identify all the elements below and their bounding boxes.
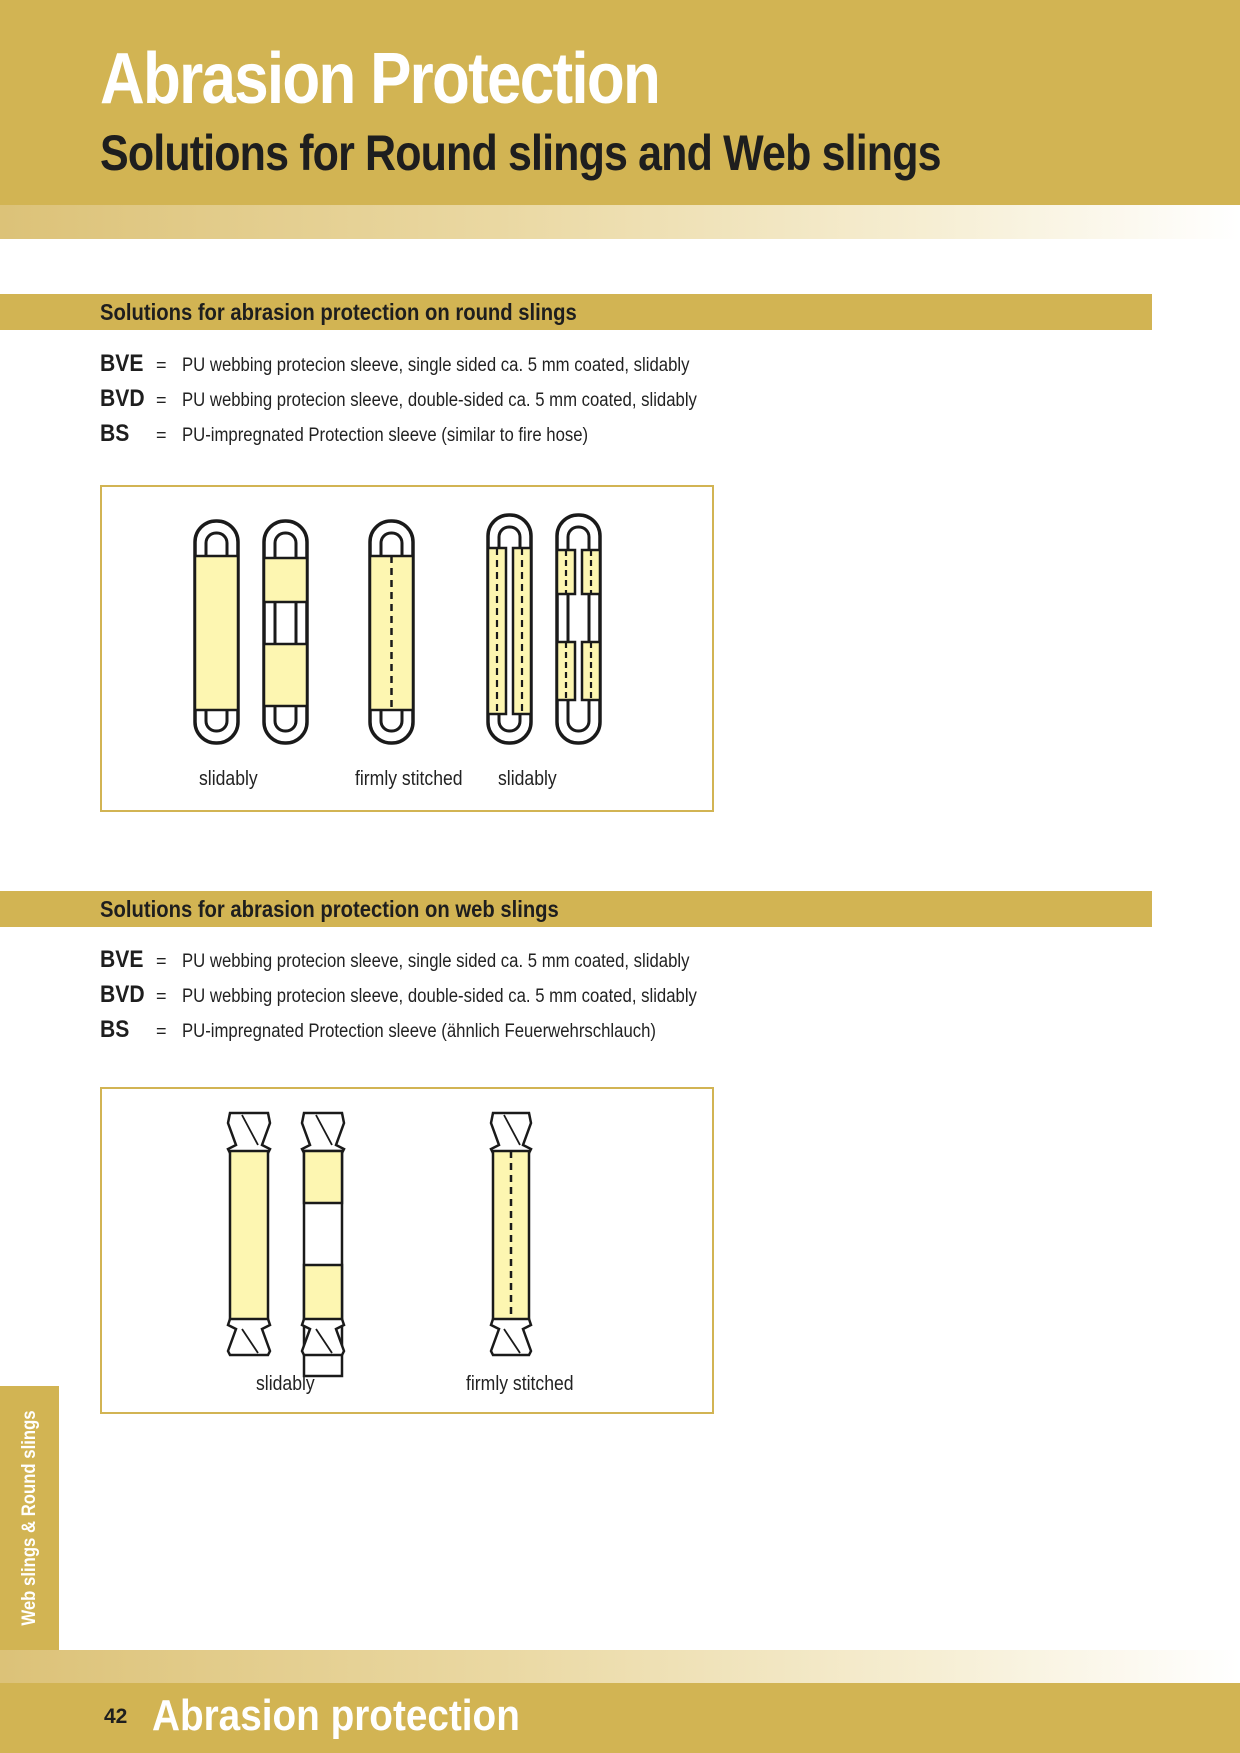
section-heading-round-slings: Solutions for abrasion protection on round slings — [100, 299, 577, 325]
figure-round-slings — [100, 485, 714, 812]
caption-slidably: slidably — [256, 1373, 315, 1395]
round-sling-double-sided-full — [488, 515, 531, 743]
definition-text: PU webbing protecion sleeve, double-sided ca. 5 mm coated, slidably — [182, 390, 697, 411]
web-sling-stitched — [491, 1113, 531, 1355]
web-sling-two-sleeves — [302, 1113, 344, 1376]
definition-equals: = — [156, 986, 167, 1006]
definition-text: PU webbing protecion sleeve, single sided ca. 5 mm coated, slidably — [182, 951, 690, 972]
round-sling-two-sleeves — [264, 521, 307, 743]
definition-abbr: BS — [100, 1016, 130, 1043]
page-subtitle: Solutions for Round slings and Web slings — [100, 125, 941, 181]
round-slings-illustration — [102, 487, 712, 810]
section-bar-web-slings — [0, 891, 1152, 927]
page-header — [0, 0, 1240, 205]
page-title: Abrasion Protection — [100, 39, 660, 119]
definition-abbr: BVE — [100, 946, 144, 973]
definition-row — [100, 1016, 800, 1051]
definition-text: PU webbing protecion sleeve, double-sided ca. 5 mm coated, slidably — [182, 986, 697, 1007]
definition-equals: = — [156, 390, 167, 410]
header-gradient-band — [0, 205, 1240, 239]
side-tab-label: Web slings & Round slings — [19, 1410, 40, 1626]
definition-abbr: BVD — [100, 385, 145, 412]
side-tab — [0, 1386, 59, 1650]
definition-equals: = — [156, 425, 167, 445]
caption-slidably: slidably — [199, 768, 258, 790]
web-slings-illustration — [102, 1089, 712, 1412]
web-sling-full-sleeve — [228, 1113, 270, 1355]
definition-equals: = — [156, 1021, 167, 1041]
page-number: 42 — [104, 1705, 128, 1728]
figure-web-slings — [100, 1087, 714, 1414]
definition-row — [100, 350, 800, 385]
definition-abbr: BVE — [100, 350, 144, 377]
page-footer — [0, 1683, 1240, 1753]
caption-slidably: slidably — [498, 768, 557, 790]
definition-row — [100, 385, 800, 420]
footer-gradient-band — [0, 1650, 1240, 1683]
definition-abbr: BS — [100, 420, 130, 447]
definition-row — [100, 946, 800, 981]
section-heading-web-slings: Solutions for abrasion protection on web slings — [100, 896, 559, 922]
definition-text: PU-impregnated Protection sleeve (similar to fire hose) — [182, 425, 589, 446]
definition-row — [100, 420, 800, 455]
definition-text: PU-impregnated Protection sleeve (ähnlich Feuerwehrschlauch) — [182, 1021, 656, 1042]
definition-list-web-slings — [100, 946, 800, 1051]
footer-title: Abrasion protection — [152, 1691, 520, 1740]
section-bar-round-slings — [0, 294, 1152, 330]
definition-equals: = — [156, 951, 167, 971]
round-sling-double-sided-pieces — [557, 515, 600, 743]
definition-text: PU webbing protecion sleeve, single sided ca. 5 mm coated, slidably — [182, 355, 690, 376]
definition-equals: = — [156, 355, 167, 375]
definition-list-round-slings — [100, 350, 800, 455]
caption-firmly-stitched: firmly stitched — [466, 1373, 574, 1395]
definition-row — [100, 981, 800, 1016]
round-sling-stitched — [370, 521, 413, 743]
definition-abbr: BVD — [100, 981, 145, 1008]
round-sling-full-sleeve — [195, 521, 238, 743]
caption-firmly-stitched: firmly stitched — [355, 768, 463, 790]
